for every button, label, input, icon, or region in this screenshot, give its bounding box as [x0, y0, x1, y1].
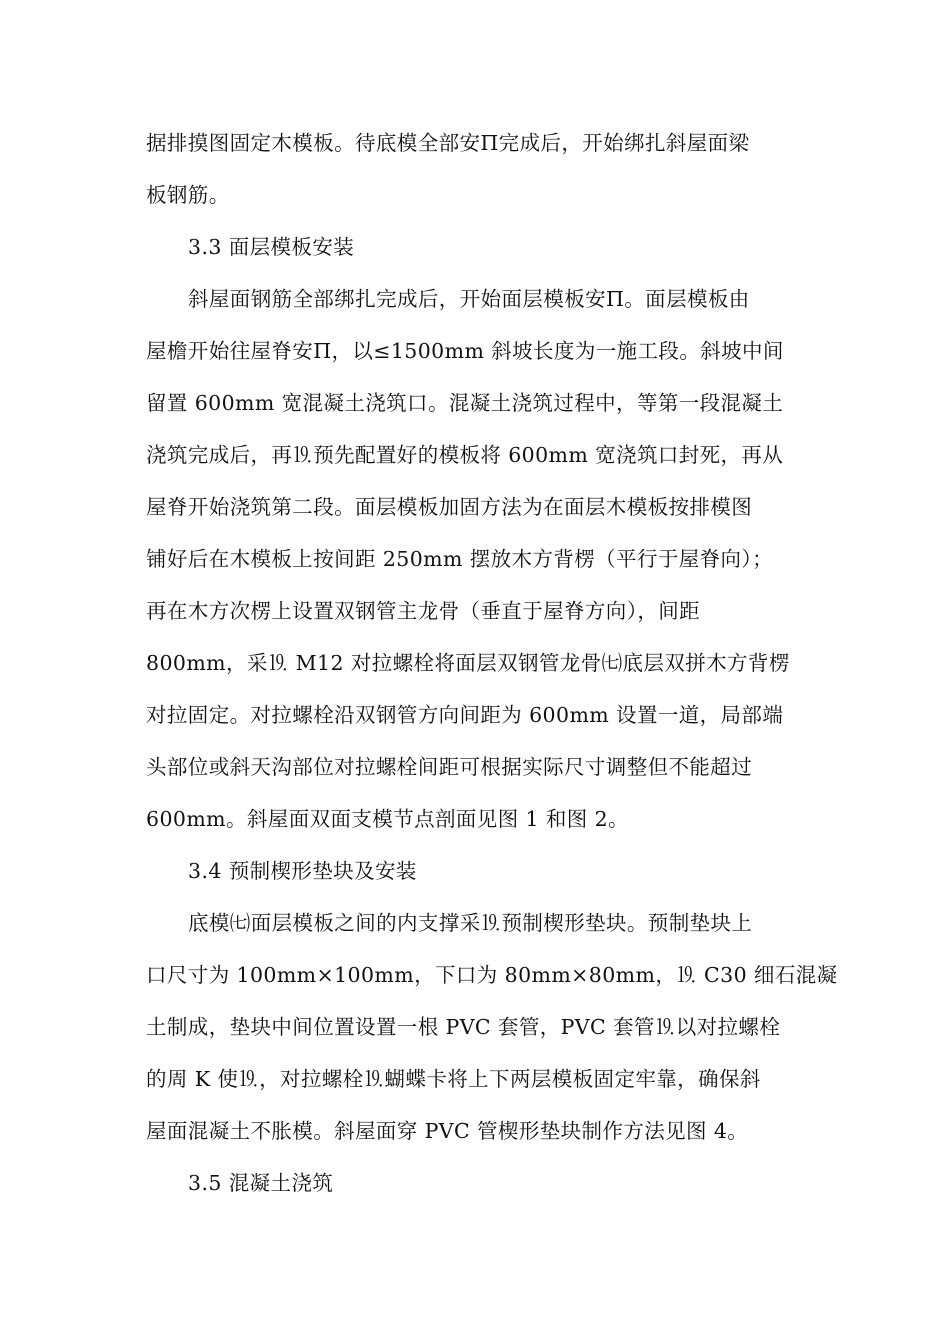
paragraph-line: 对拉固定。对拉螺栓沿双钢管方向间距为 600mm 设置一道，局部端: [146, 703, 784, 727]
paragraph-line: 口尺寸为 100mm×100mm，下口为 80mm×80mm，⒚ C30 细石混凝: [146, 963, 838, 987]
paragraph-line: 底模㈦面层模板之间的内支撑采⒚预制楔形垫块。预制垫块上: [188, 911, 753, 935]
paragraph-line: 的周 K 使⒚，对拉螺栓⒚蝴蝶卡将上下两层模板固定牢靠，确保斜: [146, 1067, 761, 1091]
paragraph-line: 再在木方次楞上设置双钢管主龙骨（垂直于屋脊方向），间距: [146, 599, 701, 623]
paragraph-line: 斜屋面钢筋全部绑扎完成后，开始面层模板安Π。面层模板由: [188, 287, 750, 311]
paragraph-line: 屋面混凝土不胀模。斜屋面穿 PVC 管楔形垫块制作方法见图 4。: [146, 1119, 749, 1143]
document-body: [146, 117, 838, 1209]
paragraph-line: 板钢筋。: [146, 183, 230, 207]
paragraph-line: 屋脊开始浇筑第二段。面层模板加固方法为在面层木模板按排模图: [146, 495, 753, 519]
paragraph-line: 头部位或斜天沟部位对拉螺栓间距可根据实际尺寸调整但不能超过: [146, 755, 753, 779]
section-heading-3-3: 3.3 面层模板安装: [188, 235, 355, 259]
paragraph-line: 800mm，采⒚ M12 对拉螺栓将面层双钢管龙骨㈦底层双拼木方背楞: [146, 651, 790, 675]
section-heading-3-4: 3.4 预制楔形垫块及安装: [188, 859, 417, 883]
section-heading-3-5: 3.5 混凝土浇筑: [188, 1171, 334, 1195]
paragraph-line: 浇筑完成后，再⒚预先配置好的模板将 600mm 宽浇筑口封死，再从: [146, 443, 784, 467]
paragraph-line: 留置 600mm 宽混凝土浇筑口。混凝土浇筑过程中，等第一段混凝土: [146, 391, 784, 415]
paragraph-line: 铺好后在木模板上按间距 250mm 摆放木方背楞（平行于屋脊向）；: [146, 547, 773, 571]
paragraph-line: 土制成，垫块中间位置设置一根 PVC 套管，PVC 套管⒚以对拉螺栓: [146, 1015, 781, 1039]
paragraph-line: 屋檐开始往屋脊安Π，以≤1500mm 斜坡长度为一施工段。斜坡中间: [146, 339, 784, 363]
paragraph-line: 据排摸图固定木模板。待底模全部安Π完成后，开始绑扎斜屋面梁: [146, 131, 750, 155]
paragraph-line: 600mm。斜屋面双面支模节点剖面见图 1 和图 2。: [146, 807, 629, 831]
